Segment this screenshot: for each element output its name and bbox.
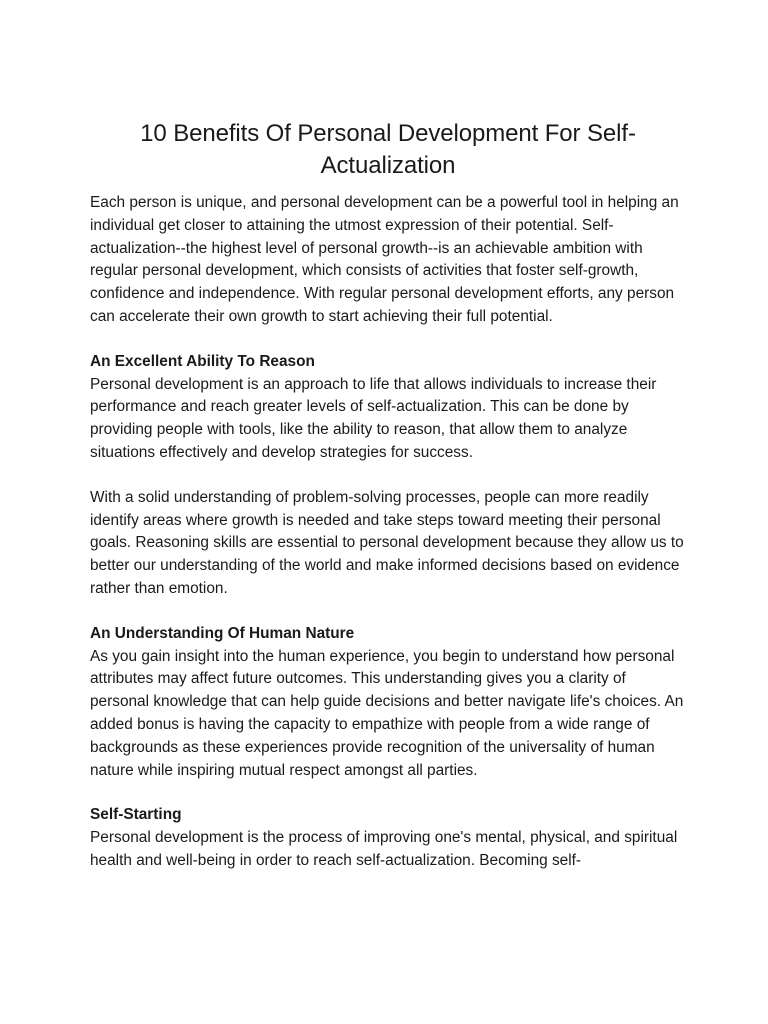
section-paragraph: Personal development is the process of improving one's mental, physical, and spiritual health and well-being in order to reach self-actualization. Becoming self-	[90, 829, 678, 869]
section-paragraph: With a solid understanding of problem-solving processes, people can more readily identify areas where growth is needed and take steps toward meeting their personal goals. Reasoning skills are essential to personal development because they allow us to better our understanding of the world and make informed decisions based on evidence rather than emotion.	[90, 488, 684, 597]
document-page	[90, 118, 686, 873]
document-title: 10 Benefits Of Personal Development For Self-Actualization	[140, 120, 636, 179]
section-heading: An Excellent Ability To Reason	[90, 352, 315, 370]
section-paragraph: Personal development is an approach to life that allows individuals to increase their performance and reach greater levels of self-actualization. This can be done by providing people with tools, like the ability to reason, that allow them to analyze situations effectively and develop strategies for success.	[90, 375, 657, 461]
section-reasoning	[90, 351, 686, 465]
section-heading: An Understanding Of Human Nature	[90, 624, 355, 642]
section-human-nature	[90, 623, 686, 783]
section-self-starting	[90, 804, 686, 872]
section-reasoning-continued	[90, 487, 686, 601]
section-paragraph: As you gain insight into the human experience, you begin to understand how personal attributes may affect future outcomes. This understanding gives you a clarity of personal knowledge that can help guide decisions and better navigate life's choices. An added bonus is having the capacity to empathize with people from a wide range of backgrounds as these experiences provide recognition of the universality of human nature while inspiring mutual respect amongst all parties.	[90, 647, 684, 779]
section-heading: Self-Starting	[90, 806, 182, 824]
intro-paragraph: Each person is unique, and personal development can be a powerful tool in helping an individual get closer to attaining the utmost expression of their potential. Self-actualization--the highest level of personal growth--is an achievable ambition with regular personal development, which consists of activities that foster self-growth, confidence and independence. With regular personal development efforts, any person can accelerate their own growth to start achieving their full potential.	[90, 194, 679, 325]
